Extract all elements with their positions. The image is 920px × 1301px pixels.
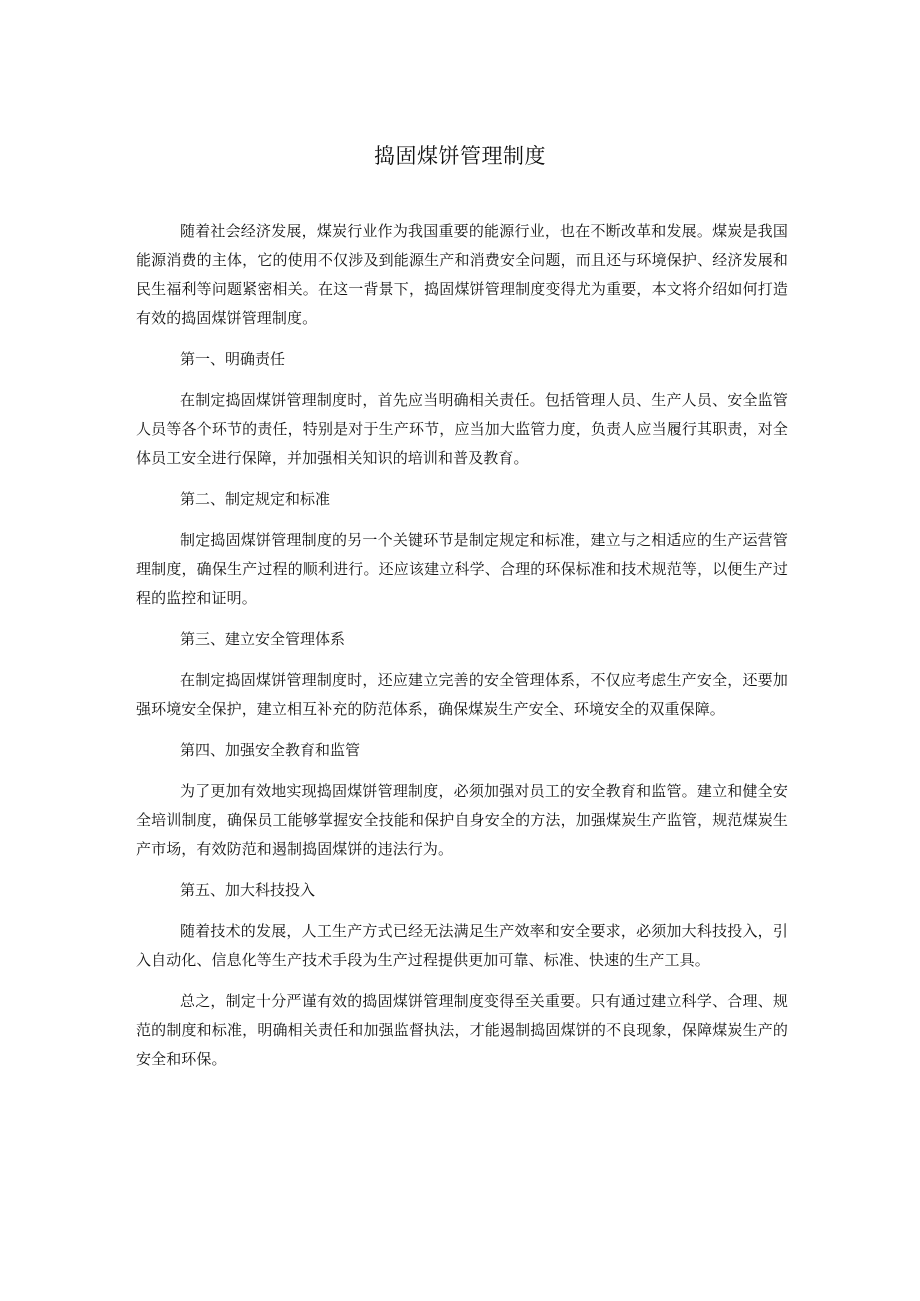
- conclusion-paragraph: 总之，制定十分严谨有效的捣固煤饼管理制度变得至关重要。只有通过建立科学、合理、规范的制度和标准，明确相关责任和加强监督执法，才能遏制捣固煤饼的不良现象，保障煤炭生产的安全和环保。: [136, 992, 788, 1068]
- intro-paragraph: 随着社会经济发展，煤炭行业作为我国重要的能源行业，也在不断改革和发展。煤炭是我国能源消费的主体，它的使用不仅涉及到能源生产和消费安全问题，而且还与环境保护、经济发展和民生福利等问题紧密相关。在这一背景下，捣固煤饼管理制度变得尤为重要，本文将介绍如何打造有效的捣固煤饼管理制度。: [136, 222, 788, 327]
- document-title: 捣固煤饼管理制度: [374, 144, 546, 168]
- section-body-2: 制定捣固煤饼管理制度的另一个关键环节是制定规定和标准，建立与之相适应的生产运营管理制度，确保生产过程的顺利进行。还应该建立科学、合理的环保标准和技术规范等，以便生产过程的监控和证明。: [136, 531, 788, 607]
- section-body-4: 为了更加有效地实现捣固煤饼管理制度，必须加强对员工的安全教育和监管。建立和健全安全培训制度，确保员工能够掌握安全技能和保护自身安全的方法，加强煤炭生产监管，规范煤炭生产市场，有效防范和遏制捣固煤饼的违法行为。: [136, 782, 788, 858]
- section-heading-5: 第五、加大科技投入: [180, 881, 316, 899]
- section-heading-1: 第一、明确责任: [180, 350, 286, 368]
- section-body-5: 随着技术的发展，人工生产方式已经无法满足生产效率和安全要求，必须加大科技投入，引入自动化、信息化等生产技术手段为生产过程提供更加可靠、标准、快速的生产工具。: [136, 922, 788, 969]
- section-heading-3: 第三、建立安全管理体系: [180, 630, 346, 648]
- section-heading-2: 第二、制定规定和标准: [180, 490, 331, 508]
- section-heading-4: 第四、加强安全教育和监管: [180, 741, 361, 759]
- section-body-3: 在制定捣固煤饼管理制度时，还应建立完善的安全管理体系，不仅应考虑生产安全，还要加强环境安全保护，建立相互补充的防范体系，确保煤炭生产安全、环境安全的双重保障。: [136, 671, 788, 718]
- section-body-1: 在制定捣固煤饼管理制度时，首先应当明确相关责任。包括管理人员、生产人员、安全监管人员等各个环节的责任，特别是对于生产环节，应当加大监管力度，负责人应当履行其职责，对全体员工安全进行保障，并加强相关知识的培训和普及教育。: [136, 391, 788, 467]
- document-body: [136, 217, 788, 1086]
